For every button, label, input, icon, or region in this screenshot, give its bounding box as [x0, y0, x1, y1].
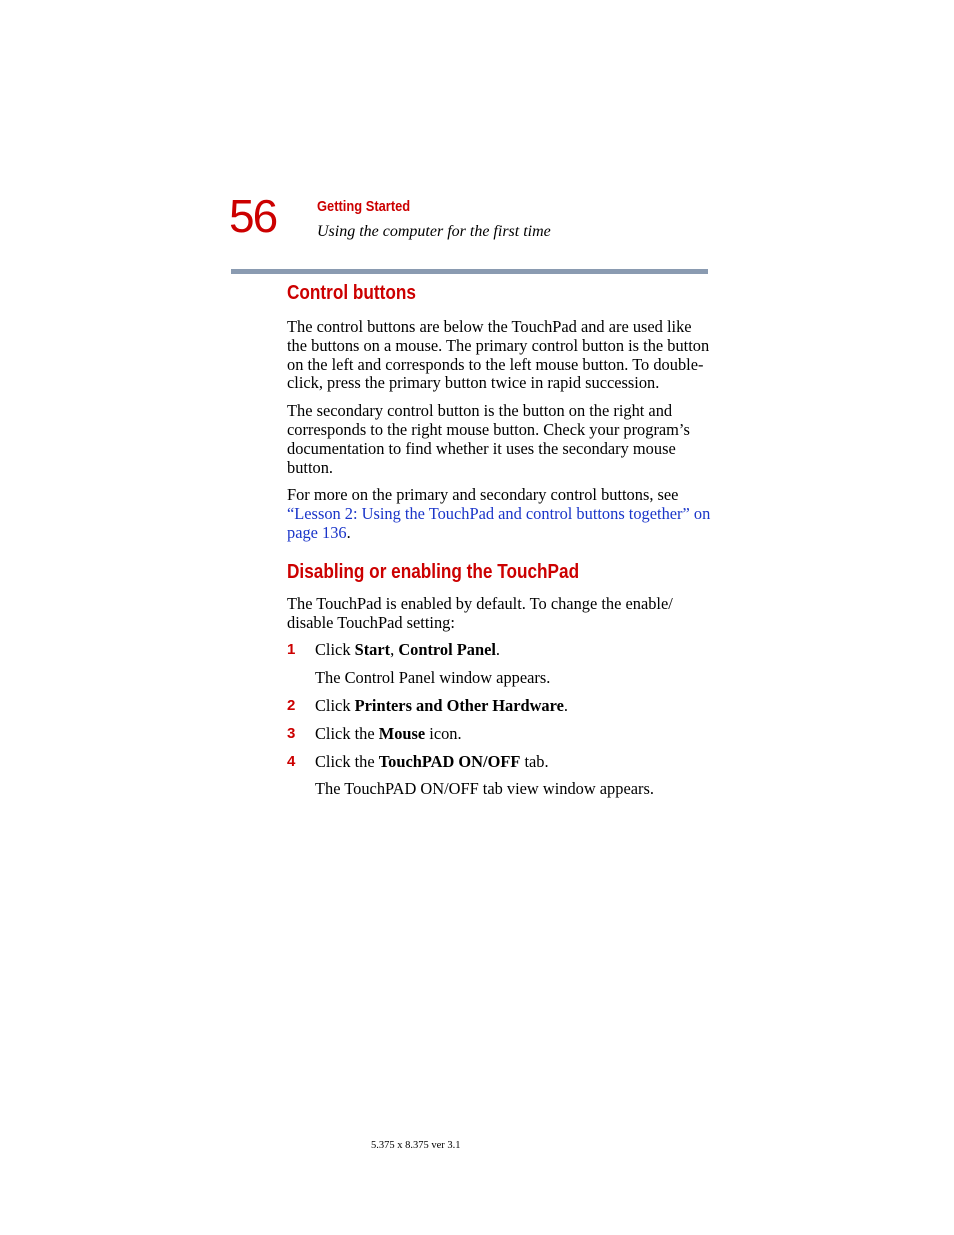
paragraph-control-1: The control buttons are below the TouchPad and are used like the buttons on a mouse. The primary control button is the button on the left and corresponds to the left mouse button. To double-click, press the primary button twice in rapid succession.	[287, 317, 710, 393]
step-number: 2	[287, 696, 296, 714]
step-number: 4	[287, 752, 296, 770]
step-item	[287, 641, 712, 660]
step-result: The TouchPAD ON/OFF tab view window appears.	[315, 779, 654, 799]
step-text: ,	[390, 640, 399, 660]
step-text: Click	[315, 640, 355, 660]
step-text: .	[495, 640, 501, 660]
steps-list	[287, 641, 712, 799]
chapter-title: Getting Started	[317, 198, 411, 215]
step-number: 1	[287, 641, 296, 659]
paragraph-control-3-text: For more on the primary and secondary control buttons, see	[287, 485, 679, 505]
step-text: Click the	[315, 723, 379, 743]
step-text: tab.	[520, 751, 549, 771]
step-bold: TouchPAD ON/OFF	[378, 751, 521, 771]
lesson-2-link[interactable]: “Lesson 2: Using the TouchPad and control buttons together” on page 136	[287, 504, 711, 542]
step-item	[287, 725, 712, 744]
step-result: The Control Panel window appears.	[315, 668, 551, 688]
step-bold: Start	[354, 640, 391, 660]
paragraph-control-3	[287, 486, 712, 542]
step-text: Click the	[315, 751, 379, 771]
step-bold: Printers and Other Hardware	[354, 695, 564, 715]
footer-version: 5.375 x 8.375 ver 3.1	[371, 1140, 461, 1151]
step-bold: Control Panel	[398, 640, 496, 660]
step-text: .	[563, 695, 568, 715]
main-content	[287, 282, 712, 808]
step-item	[287, 753, 712, 772]
section-subtitle: Using the computer for the first time	[317, 223, 551, 240]
paragraph-control-2: The secondary control button is the button on the right and corresponds to the right mouse button. Check your program’s documentation to find whether it uses the secondary mouse button.	[287, 401, 690, 477]
step-text: Click	[315, 695, 355, 715]
heading-control-buttons: Control buttons	[287, 282, 416, 304]
step-bold: Mouse	[378, 723, 426, 743]
heading-disabling-touchpad: Disabling or enabling the TouchPad	[287, 560, 580, 583]
header-rule	[231, 269, 708, 274]
step-item	[287, 697, 712, 716]
paragraph-control-3-end: .	[346, 522, 351, 542]
step-number: 3	[287, 724, 296, 742]
page-number: 56	[229, 190, 277, 242]
step-text: icon.	[425, 723, 462, 743]
paragraph-disabling-intro: The TouchPad is enabled by default. To change the enable/ disable TouchPad setting:	[287, 593, 673, 632]
